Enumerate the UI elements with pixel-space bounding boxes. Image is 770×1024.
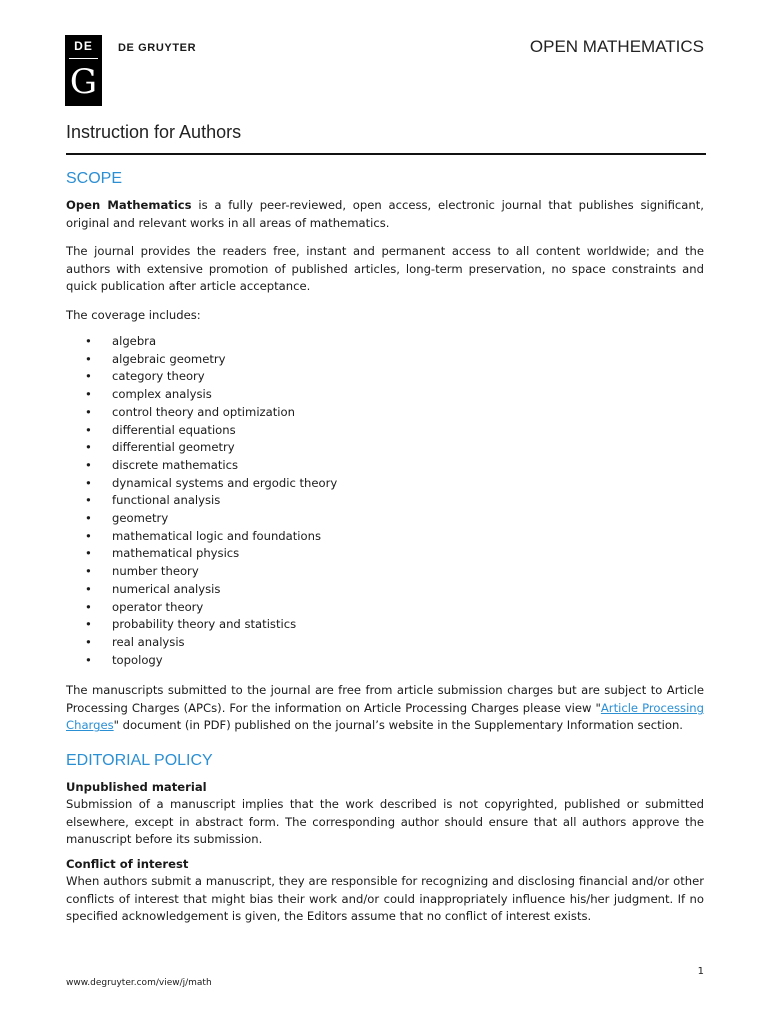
conflict-of-interest-text: When authors submit a manuscript, they are responsible for recognizing and disclosing financial and/or other conflicts of interest that might bias their work and/or could inappropriately influence his/her judgment. If no specified acknowledgement is given, the Editors assume that no conflict of interest exists. bbox=[66, 874, 704, 924]
apc-text-after: " document (in PDF) published on the journal’s website in the Supplementary Information section. bbox=[113, 718, 683, 733]
document-body bbox=[66, 168, 704, 933]
scope-intro bbox=[66, 197, 704, 232]
title-rule bbox=[66, 153, 706, 155]
list-item: • number theory bbox=[66, 563, 704, 581]
list-item: • category theory bbox=[66, 368, 704, 386]
document-title: Instruction for Authors bbox=[66, 122, 242, 142]
scope-intro-text: is a fully peer-reviewed, open access, electronic journal that publishes significant, original and relevant works in all areas of mathematics. bbox=[66, 198, 704, 230]
logo-g: G bbox=[69, 62, 98, 102]
logo-de: DE bbox=[74, 39, 93, 53]
journal-name-bold: Open Mathematics bbox=[66, 198, 192, 212]
list-item: • functional analysis bbox=[66, 492, 704, 510]
apc-link[interactable]: Article Processing Charges bbox=[66, 700, 704, 733]
list-item: • complex analysis bbox=[66, 386, 704, 404]
publisher-name: DE GRUYTER bbox=[118, 42, 197, 54]
editorial-policy-heading: EDITORIAL POLICY bbox=[66, 751, 213, 769]
logo-divider bbox=[69, 58, 98, 59]
list-item: • differential geometry bbox=[66, 439, 704, 457]
page-number: 1 bbox=[697, 966, 704, 977]
scope-heading: SCOPE bbox=[66, 170, 123, 187]
de-gruyter-logo bbox=[65, 35, 102, 106]
coverage-list bbox=[66, 333, 704, 669]
footer-url: www.degruyter.com/view/j/math bbox=[66, 978, 212, 988]
unpublished-material-text: Submission of a manuscript implies that the work described is not copyrighted, published or submitted elsewhere, except in abstract form. The corresponding author should ensure that all authors approve the manuscript before its submission. bbox=[66, 797, 704, 847]
list-item: • topology bbox=[66, 652, 704, 670]
list-item: • control theory and optimization bbox=[66, 404, 704, 422]
list-item: • discrete mathematics bbox=[66, 457, 704, 475]
list-item: • geometry bbox=[66, 510, 704, 528]
list-item: • algebra bbox=[66, 333, 704, 351]
conflict-of-interest-heading: Conflict of interest bbox=[66, 856, 189, 871]
list-item: • differential equations bbox=[66, 422, 704, 440]
journal-name: OPEN MATHEMATICS bbox=[529, 37, 704, 56]
list-item: • dynamical systems and ergodic theory bbox=[66, 475, 704, 493]
list-item: • operator theory bbox=[66, 599, 704, 617]
scope-access-paragraph: The journal provides the readers free, instant and permanent access to all content worldwide; and the authors with extensive promotion of published articles, long-term preservation, no space constraints and quick publication after article acceptance. bbox=[66, 244, 704, 293]
list-item: • probability theory and statistics bbox=[66, 616, 704, 634]
list-item: • real analysis bbox=[66, 634, 704, 652]
list-item: • mathematical logic and foundations bbox=[66, 528, 704, 546]
list-item: • numerical analysis bbox=[66, 581, 704, 599]
unpublished-material-heading: Unpublished material bbox=[66, 779, 207, 794]
list-item: • algebraic geometry bbox=[66, 351, 704, 369]
apc-paragraph bbox=[66, 682, 704, 735]
coverage-label: The coverage includes: bbox=[66, 307, 201, 322]
list-item: • mathematical physics bbox=[66, 545, 704, 563]
apc-text-before: The manuscripts submitted to the journal are free from article submission charges but are subject to Article Processing Charges (APCs). For the information on Article Processing Charges please view " bbox=[66, 683, 704, 715]
